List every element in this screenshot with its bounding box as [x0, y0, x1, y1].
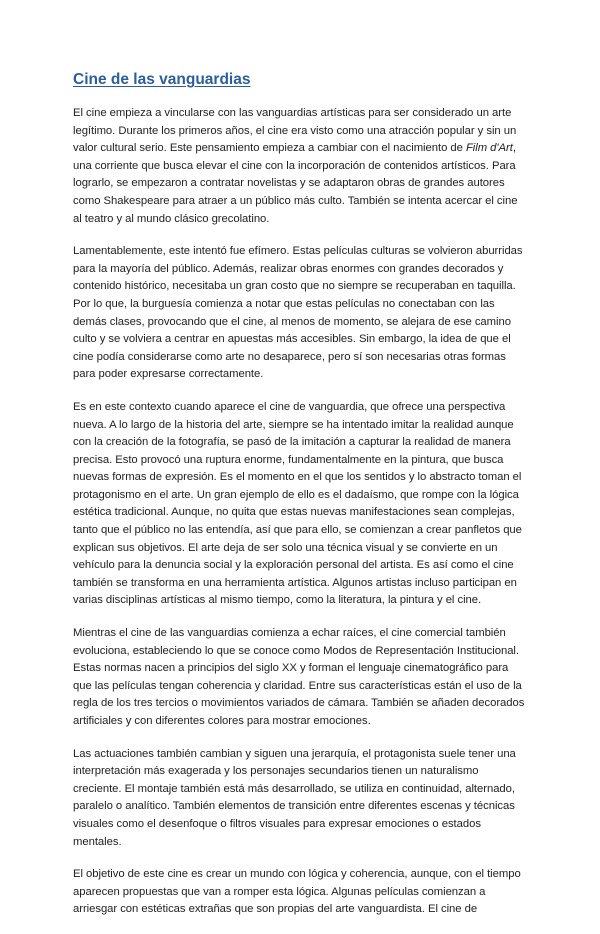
paragraph-5 — [73, 746, 529, 852]
paragraph-2-text: Lamentablemente, este intentó fue efímero. Estas películas culturas se volvieron aburridas para la mayoría del público. Además, realizar obras enormes con grandes decorados y contenido histórico, necesitaba un gran costo que no siempre se recuperaban en taquilla. Por lo que, la burguesía comienza a notar que estas películas no conectaban con las demás clases, provocando que el cine, al menos de momento, se alejara de ese camino culto y se volviera a centrar en apuestas más accesibles. Sin embargo, la idea de que el cine podía considerarse como arte no desaparece, pero sí son necesarias otras formas para poder expresarse correctamente. — [73, 245, 523, 381]
paragraph-4-text: Mientras el cine de las vanguardias comienza a echar raíces, el cine comercial también evoluciona, estableciendo lo que se conoce como Modos de Representación Institucional. Estas normas nacen a principios del siglo XX y forman el lenguaje cinematográfico para que las películas tengan coherencia y claridad. Entre sus características están el uso de la regla de los tres tercios o movimientos variados de cámara. También se añaden decorados artificiales y con diferentes colores para mostrar emociones. — [73, 627, 525, 727]
paragraph-2 — [73, 243, 529, 384]
document-body — [73, 69, 529, 934]
paragraph-3 — [73, 399, 529, 610]
paragraph-6-text: El objetivo de este cine es crear un mundo con lógica y coherencia, aunque, con el tiempo aparecen propuestas que van a romper esta lógica. Algunas películas comienzan a arriesgar con estéticas extrañas que son propias del arte vanguardista. El cine de — [73, 868, 521, 916]
paragraph-1-text-a: El cine empieza a vincularse con las vanguardias artísticas para ser considerado un arte legítimo. Durante los primeros años, el cine era visto como una atracción popular y sin un valor cultural serio. Este pensamiento empieza a cambiar con el nacimiento de — [73, 107, 517, 155]
paragraph-1 — [73, 105, 529, 228]
paragraph-5-text: Las actuaciones también cambian y siguen una jerarquía, el protagonista suele tener una interpretación más exagerada y los personajes secundarios tienen un naturalismo creciente. El montaje también está más desarrollado, se utiliza en continuidad, alternado, paralelo o analítico. También elementos de transición entre diferentes escenas y técnicas visuales como el desenfoque o filtros visuales para expresar emociones o estados mentales. — [73, 747, 516, 848]
paragraph-6 — [73, 866, 529, 919]
document-title: Cine de las vanguardias — [73, 71, 251, 88]
paragraph-1-italic-film-dart: Film d'Art — [465, 142, 513, 155]
paragraph-3-text: Es en este contexto cuando aparece el cine de vanguardia, que ofrece una perspectiva nueva. A lo largo de la historia del arte, siempre se ha intentado imitar la realidad aunque con la creación de la fotografía, se pasó de la imitación a capturar la realidad de manera precisa. Esto provocó una ruptura enorme, fundamentalmente en la pintura, que busca nuevas formas de expresión. Es el momento en el que los sentidos y lo abstracto toman el protagonismo en el arte. Un gran ejemplo de ello es el dadaísmo, que rompe con la lógica estética tradicional. Aunque, no quita que estas nuevas manifestaciones sean complejas, tanto que el público no las entendía, así que para ello, se comienzan a crear panfletos que explican sus objetivos. El arte deja de ser solo una técnica visual y se convierte en un vehículo para la denuncia social y la exploración personal del artista. Es así como el cine también se transforma en una herramienta artística. Algunos artistas incluso participan en varias disciplinas artísticas al mismo tiempo, como la literatura, la pintura y el cine. — [73, 400, 522, 607]
paragraph-4 — [73, 625, 529, 731]
paragraph-1-text-b: , una corriente que busca elevar el cine con la incorporación de contenidos artísticos. Para lograrlo, se empezaron a contratar novelistas y se adaptaron obras de grandes autores como Shakespeare para atraer a un público más culto. También se intenta acercar el cine al teatro y al mundo clásico grecolatino. — [73, 142, 518, 225]
